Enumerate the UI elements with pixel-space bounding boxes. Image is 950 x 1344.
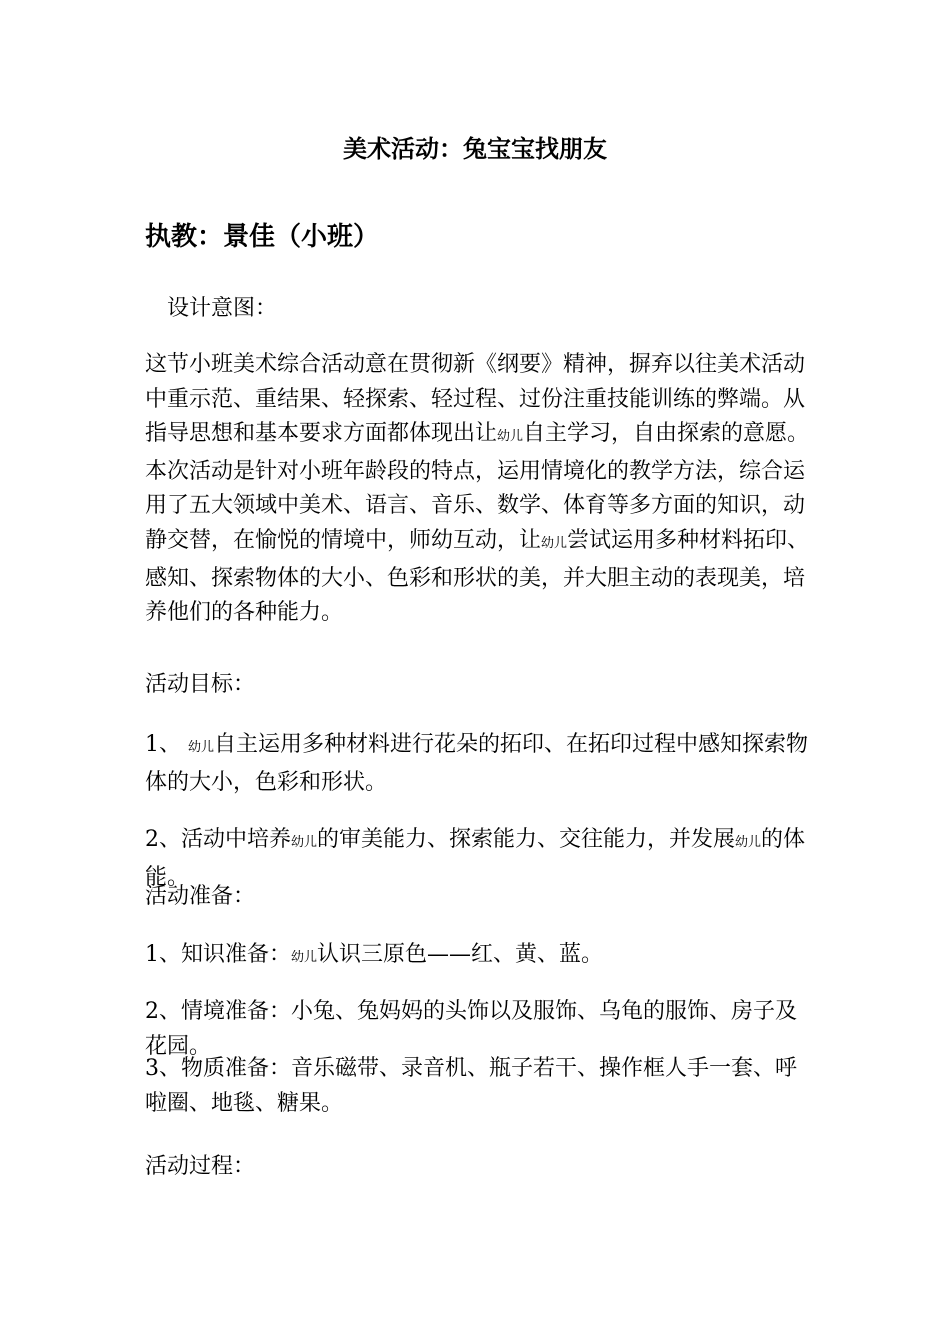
goal1-text: 自主运用多种材料进行花朵的拓印、在拓印过程中感知探索物体的大小，色彩和形状。 xyxy=(145,732,809,795)
intro-text-3: 尝试运用多种材料拓印、感知、探索物体的大小、色彩和形状的美，并大胆主动的表现美，培养他们的各种能力。 xyxy=(145,527,810,626)
design-intent-label: 设计意图： xyxy=(167,296,278,321)
prep1-text: 认识三原色——红、黄、蓝。 xyxy=(317,942,604,967)
preparation-label: 活动准备： xyxy=(145,884,256,909)
goal2-child-1: 幼儿 xyxy=(291,835,318,850)
goals-label: 活动目标： xyxy=(145,672,256,697)
goal2-prefix: 2、活动中培养 xyxy=(145,827,291,852)
prep1-prefix: 1、知识准备： xyxy=(145,942,291,967)
goal2-suffix: 的体能。 xyxy=(145,827,806,890)
goal2-middle: 的审美能力、探索能力、交往能力，并发展 xyxy=(317,827,736,852)
intro-text-2: 自主学习，自由探索的意愿。本次活动是针对小班年龄段的特点，运用情境化的教学方法，综合运用了五大领域中美术、语言、音乐、数学、体育等多方面的知识，动静交替，在愉悦的情境中，师幼互动，让 xyxy=(145,421,810,553)
intro-child-2: 幼儿 xyxy=(541,535,568,551)
prep-item-2: 2、情境准备：小兔、兔妈妈的头饰以及服饰、乌龟的服饰、房子及花园。 xyxy=(145,999,797,1059)
prep-item-1 xyxy=(145,938,813,976)
document-title: 美术活动：兔宝宝找朋友 xyxy=(343,134,607,163)
teacher-line: 执教：景佳（小班） xyxy=(145,222,380,252)
goal1-child: 幼儿 xyxy=(188,740,215,755)
prep-item-3: 3、物质准备：音乐磁带、录音机、瓶子若干、操作框人手一套、呼啦圈、地毯、糖果。 xyxy=(145,1056,797,1116)
process-label: 活动过程： xyxy=(145,1154,256,1179)
intro-child-1: 幼儿 xyxy=(497,429,524,445)
goal1-prefix: 1、 xyxy=(145,732,181,757)
prep1-child: 幼儿 xyxy=(291,950,318,965)
intro-text-1: 这节小班美术综合活动意在贯彻新《纲要》精神，摒弃以往美术活动中重示范、重结果、轻探索、轻过程、过份注重技能训练的弊端。从指导思想和基本要求方面都体现出让 xyxy=(145,352,806,447)
goal2-child-2: 幼儿 xyxy=(735,835,762,850)
goal-item-1 xyxy=(145,728,813,800)
intro-paragraph xyxy=(145,348,813,631)
